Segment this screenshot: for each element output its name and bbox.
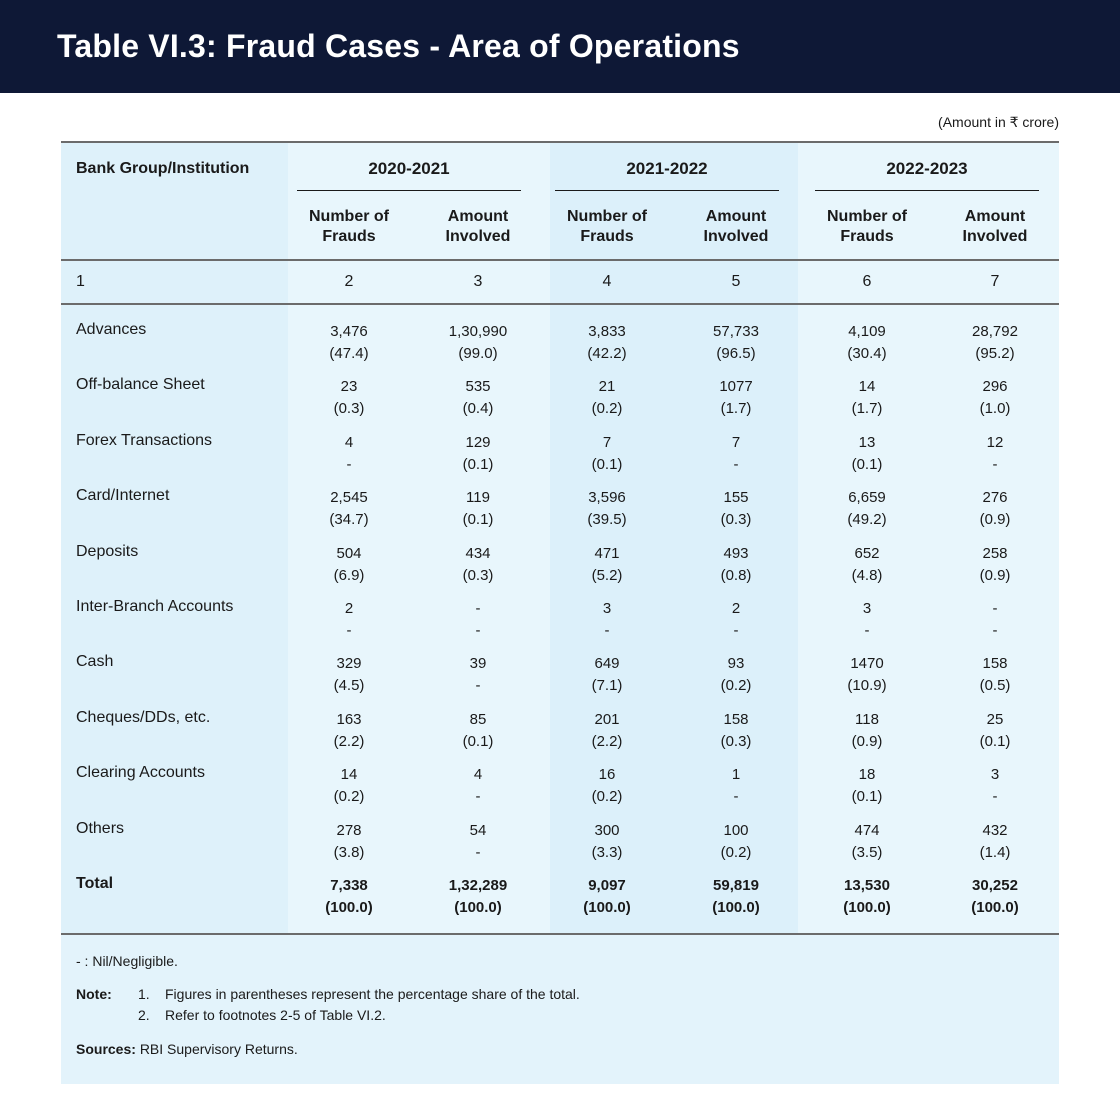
cell-value: 493 (723, 544, 749, 562)
table-bottom-rule (61, 933, 1059, 935)
cell-share: (0.1) (462, 732, 494, 750)
table-cell (289, 709, 409, 753)
row-label: Total (76, 875, 114, 892)
cell-share: (0.1) (851, 788, 883, 806)
cell-share: (42.2) (587, 345, 627, 362)
table-cell (807, 376, 927, 420)
cell-share: (100.0) (583, 899, 631, 916)
row-label: Forex Transactions (76, 431, 213, 449)
cell-value: 12 (986, 433, 1004, 451)
sources-label: Sources: (76, 1041, 136, 1057)
table-cell (289, 543, 409, 587)
cell-value: 7 (602, 433, 612, 451)
cell-share: (0.3) (462, 566, 494, 584)
cell-value: 28,792 (972, 323, 1018, 340)
cell-share: (0.3) (720, 511, 752, 529)
cell-value: 6,659 (848, 489, 886, 507)
cell-value: 3 (990, 766, 1000, 784)
note-2-number: 2. (138, 1007, 150, 1023)
table-top-rule (61, 141, 1059, 143)
header-label-column: Bank Group/Institution (76, 160, 250, 177)
cell-value: 93 (727, 655, 745, 673)
table-cell (418, 820, 538, 864)
cell-value: 504 (336, 544, 362, 562)
table-cell (676, 487, 796, 531)
cell-share: (0.4) (462, 400, 494, 418)
cell-value: 2 (731, 600, 741, 617)
column-number: 1 (76, 273, 85, 290)
fraud-table (61, 141, 1059, 1084)
cell-value: 7 (731, 433, 741, 451)
footnote-nil: - : Nil/Negligible. (76, 953, 178, 969)
cell-share: - (733, 788, 739, 806)
column-number-rule (61, 303, 1059, 305)
note-2-text: Refer to footnotes 2-5 of Table VI.2. (165, 1007, 386, 1023)
footnote-sources (76, 1041, 298, 1057)
table-cell (935, 321, 1055, 365)
cell-share: - (992, 455, 998, 473)
cell-share: (95.2) (975, 345, 1015, 362)
cell-share: (1.7) (851, 400, 883, 418)
cell-value: 16 (598, 766, 616, 784)
cell-value: 9,097 (588, 877, 626, 894)
cell-share: (0.1) (462, 511, 494, 529)
cell-value: 155 (723, 489, 749, 507)
column-number: 3 (473, 273, 483, 290)
cell-value: 14 (858, 378, 876, 396)
cell-value: - (475, 600, 481, 617)
table-cell (807, 543, 927, 587)
cell-value: 14 (340, 766, 358, 784)
cell-share: (0.1) (591, 455, 623, 473)
table-cell (289, 764, 409, 808)
table-cell (807, 875, 927, 919)
cell-value: 3,596 (588, 489, 626, 507)
cell-value: 1,30,990 (448, 323, 508, 340)
cell-share: (4.8) (851, 566, 883, 584)
table-cell (935, 598, 1055, 642)
cell-value: 21 (598, 378, 616, 396)
page-title: Table VI.3: Fraud Cases - Area of Operations (57, 28, 740, 64)
cell-value: 54 (469, 821, 487, 839)
table-cell (676, 820, 796, 864)
cell-share: (10.9) (847, 677, 887, 695)
row-label: Card/Internet (76, 487, 170, 505)
cell-share: (0.1) (979, 732, 1011, 750)
cell-value: 1470 (850, 655, 884, 673)
cell-share: (47.4) (329, 345, 369, 362)
row-label: Inter-Branch Accounts (76, 598, 234, 615)
year-underline (815, 190, 1039, 191)
table-cell (547, 598, 667, 642)
table-cell (676, 875, 796, 919)
table-cell (935, 543, 1055, 587)
cell-value: 4 (473, 766, 483, 784)
cell-value: 129 (465, 433, 491, 451)
cell-share: (1.4) (979, 843, 1011, 861)
cell-value: 278 (336, 821, 362, 839)
table-cell (547, 321, 667, 365)
cell-value: 3 (862, 600, 872, 617)
cell-share: (100.0) (454, 899, 502, 916)
cell-value: 652 (854, 544, 880, 562)
cell-share: (0.9) (979, 566, 1011, 584)
cell-value: 201 (594, 710, 620, 728)
cell-value: - (992, 600, 998, 617)
subheader-number-of-frauds: Number of Frauds (309, 208, 389, 245)
cell-share: (5.2) (591, 566, 623, 584)
column-number: 4 (602, 273, 612, 290)
cell-share: - (475, 843, 481, 861)
table-cell (418, 764, 538, 808)
cell-share: (0.3) (333, 400, 365, 418)
table-cell (418, 543, 538, 587)
cell-share: (1.0) (979, 400, 1011, 418)
table-cell (807, 764, 927, 808)
column-number: 7 (990, 273, 1000, 290)
cell-value: 13,530 (844, 877, 890, 894)
sources-text: RBI Supervisory Returns. (139, 1041, 298, 1057)
cell-value: 13 (858, 433, 876, 451)
year-underline (555, 190, 779, 191)
table-cell (547, 487, 667, 531)
cell-share: (0.9) (851, 732, 883, 750)
cell-share: (0.8) (720, 566, 752, 584)
note-1-text: Figures in parentheses represent the percentage share of the total. (165, 986, 580, 1002)
table-cell (935, 764, 1055, 808)
subheader-amount-involved: Amount Involved (703, 208, 769, 245)
subheader-number-of-frauds: Number of Frauds (567, 208, 647, 245)
row-label: Off-balance Sheet (76, 376, 205, 394)
cell-share: - (346, 622, 352, 639)
table-cell (547, 653, 667, 697)
table-cell (807, 709, 927, 753)
year-header-2022: 2022-2023 (886, 159, 968, 178)
cell-share: (0.2) (591, 400, 623, 418)
row-label: Cash (76, 653, 114, 671)
table-cell (935, 820, 1055, 864)
table-cell (289, 653, 409, 697)
cell-share: (3.8) (333, 843, 365, 861)
cell-share: (7.1) (591, 677, 623, 695)
row-label: Cheques/DDs, etc. (76, 708, 211, 726)
table-cell (807, 432, 927, 476)
row-label: Others (76, 819, 125, 837)
table-cell (676, 432, 796, 476)
table-cell (807, 598, 927, 642)
table-cell (289, 875, 409, 919)
note-label: Note: (76, 986, 112, 1002)
cell-value: 1 (731, 766, 741, 784)
table-cell (418, 598, 538, 642)
table-cell (676, 709, 796, 753)
title-bar (0, 0, 1120, 93)
cell-share: - (992, 622, 998, 639)
cell-value: 59,819 (713, 877, 759, 894)
cell-value: 258 (982, 544, 1008, 562)
cell-value: 4 (344, 433, 354, 451)
cell-value: 1077 (719, 378, 753, 396)
cell-share: - (733, 622, 739, 639)
subheader-number-of-frauds: Number of Frauds (827, 208, 907, 245)
cell-share: (0.3) (720, 732, 752, 750)
table-cell (418, 321, 538, 365)
footnote-note-2 (138, 1007, 386, 1023)
cell-share: (4.5) (333, 677, 365, 695)
cell-share: (2.2) (333, 732, 365, 750)
cell-share: (39.5) (587, 511, 627, 529)
table-cell (935, 709, 1055, 753)
table-cell (289, 820, 409, 864)
cell-value: 85 (469, 710, 487, 728)
row-label: Deposits (76, 542, 139, 560)
cell-share: (1.7) (720, 400, 752, 418)
cell-value: 39 (469, 655, 487, 673)
table-cell (935, 875, 1055, 919)
cell-value: 100 (723, 821, 749, 839)
column-number: 6 (862, 273, 872, 290)
cell-share: (0.5) (979, 677, 1011, 695)
row-label: Advances (76, 321, 147, 338)
table-cell (676, 543, 796, 587)
table-cell (289, 598, 409, 642)
note-1-number: 1. (138, 986, 150, 1002)
cell-value: 1,32,289 (448, 877, 508, 894)
table-cell (547, 543, 667, 587)
cell-share: (34.7) (329, 511, 369, 529)
table-cell (807, 321, 927, 365)
table-cell (935, 376, 1055, 420)
cell-share: (0.9) (979, 511, 1011, 529)
column-number: 2 (344, 273, 354, 290)
cell-share: - (475, 788, 481, 806)
cell-value: 30,252 (972, 877, 1018, 894)
cell-share: (0.1) (462, 455, 494, 473)
cell-value: 57,733 (713, 323, 759, 340)
table-cell (289, 376, 409, 420)
cell-share: (6.9) (333, 566, 365, 584)
cell-value: 3,476 (330, 323, 368, 340)
table-cell (807, 487, 927, 531)
table-cell (935, 653, 1055, 697)
table-cell (418, 487, 538, 531)
table-cell (547, 432, 667, 476)
cell-value: 296 (982, 378, 1008, 396)
cell-value: 158 (723, 710, 749, 728)
table-cell (547, 376, 667, 420)
cell-share: - (346, 455, 352, 473)
cell-value: 2,545 (330, 489, 368, 507)
table-cell (547, 709, 667, 753)
table-cell (289, 487, 409, 531)
cell-share: (100.0) (712, 899, 760, 916)
cell-share: (49.2) (847, 511, 887, 529)
table-cell (676, 598, 796, 642)
table-cell (418, 376, 538, 420)
cell-value: 300 (594, 821, 620, 839)
cell-value: 276 (982, 489, 1008, 507)
table-cell (418, 709, 538, 753)
cell-share: (3.3) (591, 843, 623, 861)
cell-value: 18 (858, 766, 876, 784)
header-rule (61, 259, 1059, 261)
cell-value: 118 (855, 710, 879, 728)
table-cell (418, 875, 538, 919)
cell-share: - (475, 677, 481, 695)
cell-share: - (475, 622, 481, 639)
column-number: 5 (731, 273, 741, 290)
cell-share: - (733, 455, 739, 473)
cell-share: (100.0) (971, 899, 1019, 916)
cell-share: (99.0) (458, 345, 498, 362)
table-cell (676, 764, 796, 808)
table-cell (289, 432, 409, 476)
table-cell (547, 820, 667, 864)
cell-value: 163 (336, 710, 362, 728)
cell-value: 119 (466, 489, 490, 507)
cell-share: (0.2) (591, 788, 623, 806)
cell-value: 7,338 (330, 877, 368, 894)
cell-share: (30.4) (847, 345, 887, 362)
table-cell (676, 376, 796, 420)
cell-share: (0.2) (720, 843, 752, 861)
cell-value: 2 (344, 600, 354, 617)
table-cell (807, 653, 927, 697)
cell-value: 434 (465, 544, 491, 562)
table-cell (676, 653, 796, 697)
cell-value: 329 (336, 655, 362, 673)
table-cell (935, 487, 1055, 531)
cell-share: (0.2) (333, 788, 365, 806)
table-cell (289, 321, 409, 365)
cell-share: (0.2) (720, 677, 752, 695)
table-cell (935, 432, 1055, 476)
unit-note: (Amount in ₹ crore) (938, 114, 1059, 130)
cell-share: (100.0) (843, 899, 891, 916)
cell-value: 535 (465, 378, 491, 396)
row-label: Clearing Accounts (76, 764, 205, 782)
cell-value: 3,833 (588, 323, 626, 340)
cell-share: (100.0) (325, 899, 373, 916)
cell-value: 474 (854, 821, 880, 839)
cell-value: 471 (594, 544, 620, 562)
cell-value: 649 (594, 655, 620, 673)
footnote-note-1 (76, 986, 580, 1002)
year-header-2021: 2021-2022 (626, 159, 708, 178)
cell-value: 23 (340, 378, 358, 396)
cell-value: 158 (982, 655, 1008, 673)
year-header-2020: 2020-2021 (368, 159, 450, 178)
cell-share: - (864, 622, 870, 639)
table-cell (676, 321, 796, 365)
cell-value: 3 (602, 600, 612, 617)
cell-value: 25 (986, 710, 1004, 728)
cell-value: 4,109 (848, 323, 886, 340)
cell-share: (0.1) (851, 455, 883, 473)
subheader-amount-involved: Amount Involved (962, 208, 1028, 245)
table-cell (547, 764, 667, 808)
cell-share: - (604, 622, 610, 639)
subheader-amount-involved: Amount Involved (445, 208, 511, 245)
table-cell (418, 653, 538, 697)
cell-share: - (992, 788, 998, 806)
table-cell (418, 432, 538, 476)
cell-share: (96.5) (716, 345, 756, 362)
table-cell (807, 820, 927, 864)
cell-share: (2.2) (591, 732, 623, 750)
cell-value: 432 (982, 821, 1008, 839)
table-cell (547, 875, 667, 919)
year-underline (297, 190, 521, 191)
cell-share: (3.5) (851, 843, 883, 861)
